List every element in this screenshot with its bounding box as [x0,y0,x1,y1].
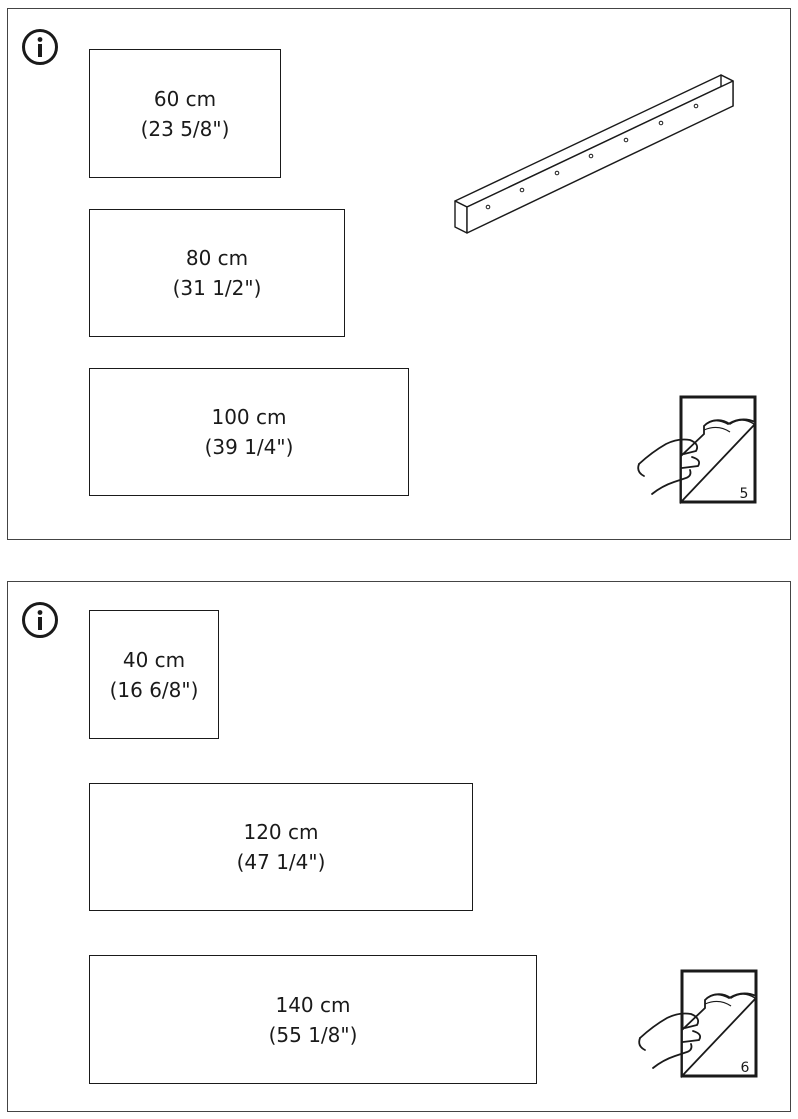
size-inch-label: (55 1/8") [268,1022,358,1047]
size-cm-label: 120 cm [243,820,319,844]
info-icon [21,28,59,66]
size-cm-label: 40 cm [122,647,186,672]
size-cm-label: 100 cm [211,405,287,429]
size-inch-label: (23 5/8") [140,116,230,141]
page-ref-number: 6 [740,1060,750,1076]
panel-top [7,8,791,540]
size-box-60 [89,49,281,178]
panel-bottom [7,581,791,1112]
hand-turn-page-icon [634,394,764,509]
size-cm-label: 140 cm [275,992,351,1017]
size-box-80 [89,209,345,337]
size-inch-label: (39 1/4") [204,435,294,459]
rail-illustration [448,69,748,249]
size-box-40 [89,610,219,739]
info-icon [21,601,59,639]
size-cm-label: 80 cm [185,246,249,270]
size-inch-label: (16 6/8") [109,677,199,702]
size-box-140 [89,955,537,1084]
hand-turn-page-icon [635,968,765,1083]
size-inch-label: (31 1/2") [172,276,262,300]
size-box-120 [89,783,473,911]
size-box-100 [89,368,409,496]
size-cm-label: 60 cm [153,86,217,111]
size-inch-label: (47 1/4") [236,850,326,874]
page-ref-number: 5 [739,486,749,502]
